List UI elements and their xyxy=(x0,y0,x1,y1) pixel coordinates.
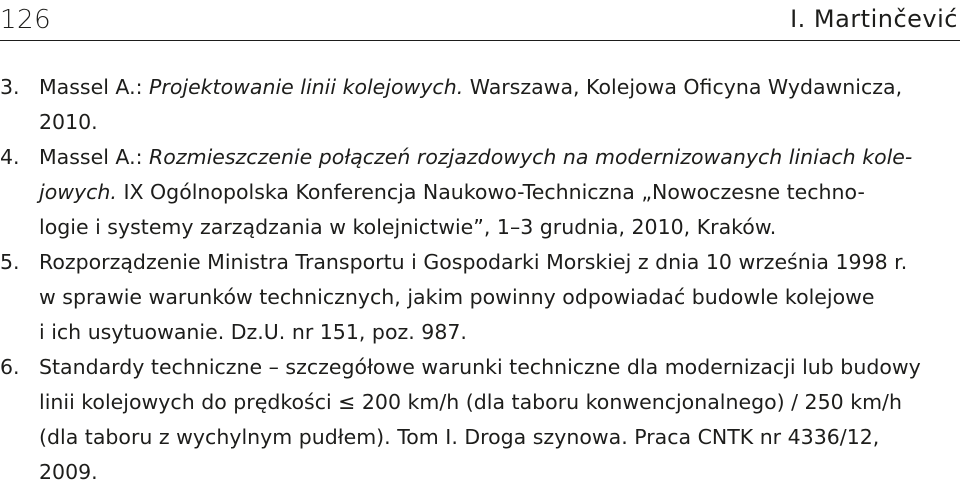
reference-line: Rozporządzenie Ministra Transportu i Gospodarki Morskiej z dnia 10 września 1998 r. xyxy=(39,250,908,274)
reference-title: Projektowanie linii kolejowych. xyxy=(149,75,464,99)
reference-line: 2009. xyxy=(39,460,98,484)
reference-author: Massel A.: xyxy=(39,145,150,169)
reference-line xyxy=(39,70,960,105)
reference-line: w sprawie warunków technicznych, jakim powinny odpowiadać budowle kolejowe xyxy=(39,285,875,309)
reference-title: Rozmieszczenie połączeń rozjazdowych na modernizowanych liniach kole- xyxy=(149,145,913,169)
reference-author: Massel A.: xyxy=(39,75,150,99)
running-header-author: I. Martinčević xyxy=(790,5,958,33)
reference-list xyxy=(0,70,960,490)
reference-line: (dla taboru z wychylnym pudłem). Tom I. Droga szynowa. Praca CNTK nr 4336/12, xyxy=(39,425,880,449)
reference-number: 4. xyxy=(0,145,20,169)
reference-number: 3. xyxy=(0,75,20,99)
reference-number: 5. xyxy=(0,250,20,274)
reference-line: i ich usytuowanie. Dz.U. nr 151, poz. 987. xyxy=(39,320,467,344)
reference-line xyxy=(39,140,960,175)
page-number: 126 xyxy=(0,5,52,35)
reference-line: logie i systemy zarządzania w kolejnictwie”, 1–3 grudnia, 2010, Kraków. xyxy=(39,215,777,239)
reference-line xyxy=(39,175,960,210)
reference-6 xyxy=(0,350,960,490)
reference-title-continued: jowych. xyxy=(39,180,117,204)
reference-line: Standardy techniczne – szczegółowe warunki techniczne dla modernizacji lub budowy xyxy=(39,355,921,379)
reference-line: linii kolejowych do prędkości ≤ 200 km/h (dla taboru konwencjonalnego) / 250 km/h xyxy=(39,390,902,414)
reference-number: 6. xyxy=(0,355,20,379)
reference-4 xyxy=(0,140,960,245)
header-rule xyxy=(0,40,960,41)
reference-5 xyxy=(0,245,960,350)
reference-line: 2010. xyxy=(39,110,98,134)
reference-publisher: Warszawa, Kolejowa Oficyna Wydawnicza, xyxy=(463,75,903,99)
reference-3 xyxy=(0,70,960,140)
page-header xyxy=(0,0,960,50)
reference-conference: IX Ogólnopolska Konferencja Naukowo-Techniczna „Nowoczesne techno- xyxy=(116,180,865,204)
